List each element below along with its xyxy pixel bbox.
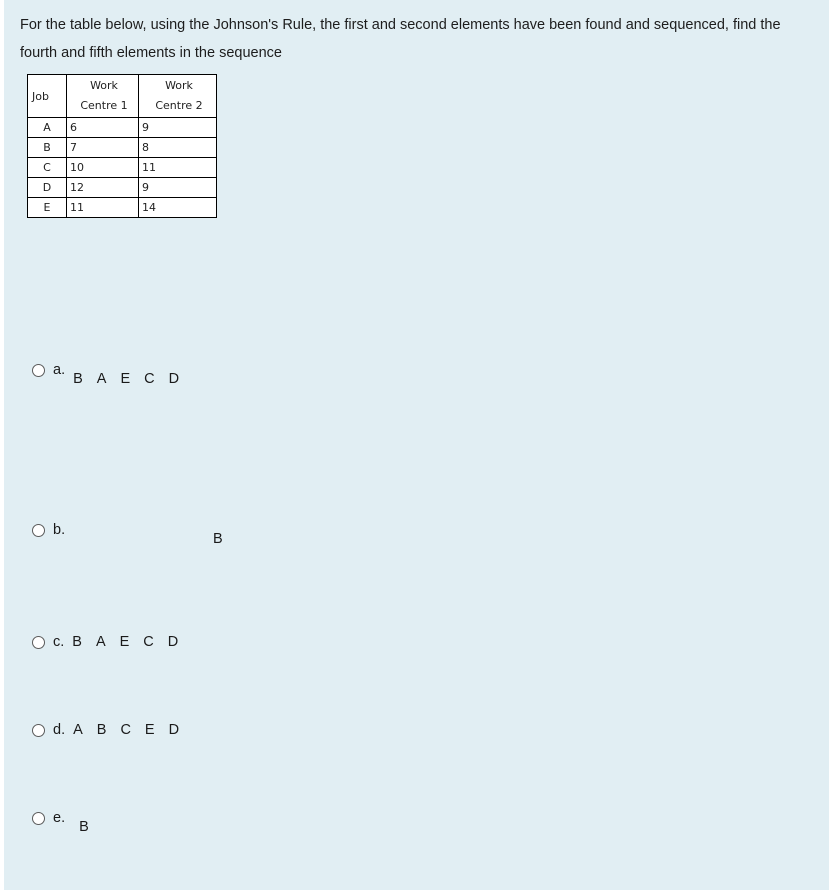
option-d-item: E bbox=[144, 722, 155, 738]
table-row bbox=[28, 198, 217, 218]
cell-job: B bbox=[28, 138, 67, 158]
option-a-radio[interactable] bbox=[32, 364, 45, 377]
option-e-item: B bbox=[79, 819, 89, 835]
cell-job: A bbox=[28, 118, 67, 138]
cell-wc2: 14 bbox=[139, 198, 217, 218]
option-d-letter: d. bbox=[53, 722, 66, 738]
header-job: Job bbox=[28, 75, 67, 118]
cell-wc2: 9 bbox=[139, 118, 217, 138]
option-a[interactable] bbox=[32, 362, 193, 387]
header-wc1-line2: Centre 1 bbox=[80, 99, 128, 112]
option-b-answer bbox=[213, 531, 223, 547]
cell-wc1: 11 bbox=[67, 198, 139, 218]
option-d[interactable] bbox=[32, 722, 193, 738]
header-wc2-line1: Work bbox=[165, 79, 193, 92]
option-a-item: A bbox=[96, 371, 107, 387]
option-a-item: B bbox=[73, 371, 83, 387]
cell-wc2: 8 bbox=[139, 138, 217, 158]
option-d-item: B bbox=[96, 722, 107, 738]
option-b-item: B bbox=[213, 531, 223, 547]
option-c[interactable] bbox=[32, 634, 192, 650]
option-a-answer bbox=[73, 371, 193, 387]
header-work-centre-2 bbox=[139, 75, 217, 118]
table-row bbox=[28, 158, 217, 178]
option-b-radio[interactable] bbox=[32, 524, 45, 537]
option-c-radio[interactable] bbox=[32, 636, 45, 649]
cell-wc1: 10 bbox=[67, 158, 139, 178]
option-e-letter: e. bbox=[53, 810, 66, 826]
option-d-item: C bbox=[120, 722, 131, 738]
option-b[interactable] bbox=[32, 522, 73, 538]
option-c-item: B bbox=[72, 634, 82, 650]
option-e-radio[interactable] bbox=[32, 812, 45, 825]
table-row bbox=[28, 118, 217, 138]
option-d-item: D bbox=[168, 722, 180, 738]
option-c-item: E bbox=[119, 634, 130, 650]
option-d-item: A bbox=[73, 722, 83, 738]
option-d-answer bbox=[73, 722, 193, 738]
johnson-table-container bbox=[27, 74, 217, 218]
option-a-item: C bbox=[144, 371, 155, 387]
option-e-answer bbox=[79, 819, 103, 835]
cell-job: D bbox=[28, 178, 67, 198]
table-header-row bbox=[28, 75, 217, 118]
cell-wc1: 6 bbox=[67, 118, 139, 138]
option-c-letter: c. bbox=[53, 634, 65, 650]
option-d-radio[interactable] bbox=[32, 724, 45, 737]
option-c-item: D bbox=[167, 634, 179, 650]
cell-job: C bbox=[28, 158, 67, 178]
table-row bbox=[28, 178, 217, 198]
cell-job: E bbox=[28, 198, 67, 218]
option-c-item: A bbox=[95, 634, 106, 650]
header-wc1-line1: Work bbox=[90, 79, 118, 92]
johnson-table bbox=[27, 74, 217, 218]
option-a-item: D bbox=[168, 371, 180, 387]
table-row bbox=[28, 138, 217, 158]
header-work-centre-1 bbox=[67, 75, 139, 118]
header-wc2-line2: Centre 2 bbox=[155, 99, 203, 112]
option-a-item: E bbox=[120, 371, 131, 387]
option-c-answer bbox=[72, 634, 192, 650]
question-text: For the table below, using the Johnson's Rule, the first and second elements have been found and sequenced, find the fourth and fifth elements in the sequence bbox=[20, 17, 781, 61]
cell-wc2: 9 bbox=[139, 178, 217, 198]
cell-wc1: 12 bbox=[67, 178, 139, 198]
cell-wc2: 11 bbox=[139, 158, 217, 178]
option-a-letter: a. bbox=[53, 362, 66, 378]
option-b-letter: b. bbox=[53, 522, 66, 538]
option-c-item: C bbox=[143, 634, 154, 650]
option-e[interactable] bbox=[32, 810, 103, 835]
cell-wc1: 7 bbox=[67, 138, 139, 158]
